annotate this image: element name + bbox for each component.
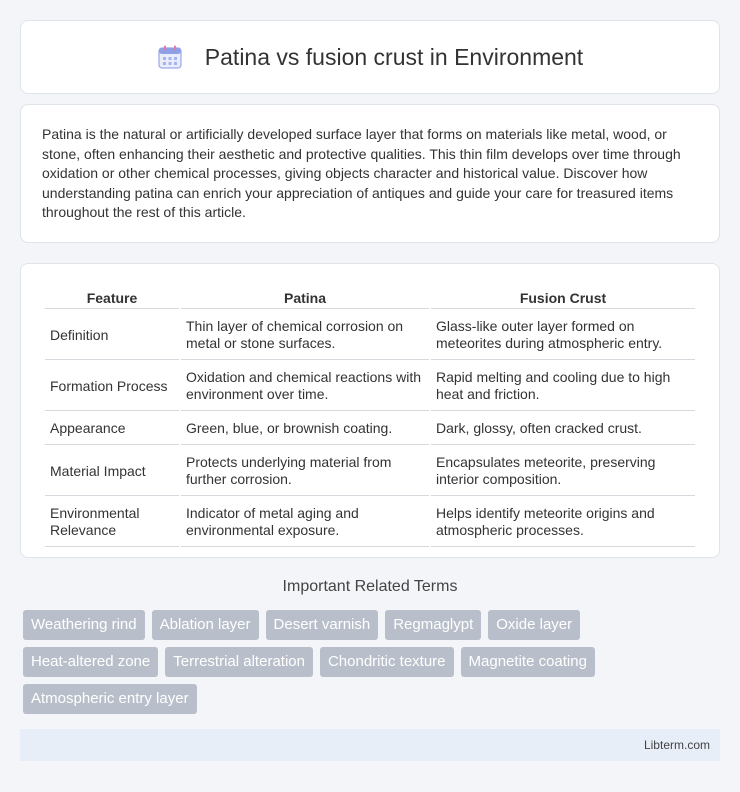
table-cell: Indicator of metal aging and environmental exposure. xyxy=(181,498,429,547)
calendar-icon xyxy=(157,44,183,70)
related-terms-list xyxy=(23,610,723,721)
intro-card xyxy=(20,104,720,243)
table-cell: Encapsulates meteorite, preserving interior composition. xyxy=(431,447,695,496)
header-fusion-crust: Fusion Crust xyxy=(431,286,695,309)
table-row xyxy=(45,413,695,445)
table-cell: Rapid melting and cooling due to high heat and friction. xyxy=(431,362,695,411)
table-cell: Glass-like outer layer formed on meteorites during atmospheric entry. xyxy=(431,311,695,360)
table-cell: Green, blue, or brownish coating. xyxy=(181,413,429,445)
table-cell: Appearance xyxy=(45,413,179,445)
table-row xyxy=(45,362,695,411)
related-term-tag[interactable]: Atmospheric entry layer xyxy=(23,684,197,714)
related-term-tag[interactable]: Magnetite coating xyxy=(461,647,595,677)
table-cell: Definition xyxy=(45,311,179,360)
related-term-tag[interactable]: Weathering rind xyxy=(23,610,145,640)
footer xyxy=(20,729,720,761)
comparison-table-card xyxy=(20,263,720,558)
table-cell: Formation Process xyxy=(45,362,179,411)
table-cell: Material Impact xyxy=(45,447,179,496)
table-cell: Helps identify meteorite origins and atmospheric processes. xyxy=(431,498,695,547)
related-term-tag[interactable]: Desert varnish xyxy=(266,610,379,640)
footer-site-link[interactable]: Libterm.com xyxy=(643,738,710,752)
header-patina: Patina xyxy=(181,286,429,309)
related-term-tag[interactable]: Chondritic texture xyxy=(320,647,454,677)
table-cell: Thin layer of chemical corrosion on metal or stone surfaces. xyxy=(181,311,429,360)
table-cell: Protects underlying material from further corrosion. xyxy=(181,447,429,496)
header-feature: Feature xyxy=(45,286,179,309)
related-term-tag[interactable]: Oxide layer xyxy=(488,610,580,640)
table-cell: Environmental Relevance xyxy=(45,498,179,547)
table-cell: Oxidation and chemical reactions with environment over time. xyxy=(181,362,429,411)
page-title: Patina vs fusion crust in Environment xyxy=(204,43,584,70)
table-cell: Dark, glossy, often cracked crust. xyxy=(431,413,695,445)
comparison-table xyxy=(43,284,697,549)
table-row xyxy=(45,311,695,360)
related-terms-title: Important Related Terms xyxy=(282,578,458,595)
table-row xyxy=(45,447,695,496)
related-term-tag[interactable]: Heat-altered zone xyxy=(23,647,158,677)
related-term-tag[interactable]: Regmaglypt xyxy=(385,610,481,640)
related-term-tag[interactable]: Terrestrial alteration xyxy=(165,647,313,677)
table-header-row xyxy=(45,286,695,309)
intro-text: Patina is the natural or artificially developed surface layer that forms on materials like metal, wood, or stone, often enhancing their aesthetic and protective qualities. This thin film develops over time through oxidation or other chemical processes, giving objects character and historical value. Discover how understanding patina can enrich your appreciation of antiques and guide your care for treasured items throughout the rest of this article. xyxy=(42,126,681,220)
table-row xyxy=(45,498,695,547)
related-term-tag[interactable]: Ablation layer xyxy=(152,610,259,640)
header-card xyxy=(20,20,720,94)
